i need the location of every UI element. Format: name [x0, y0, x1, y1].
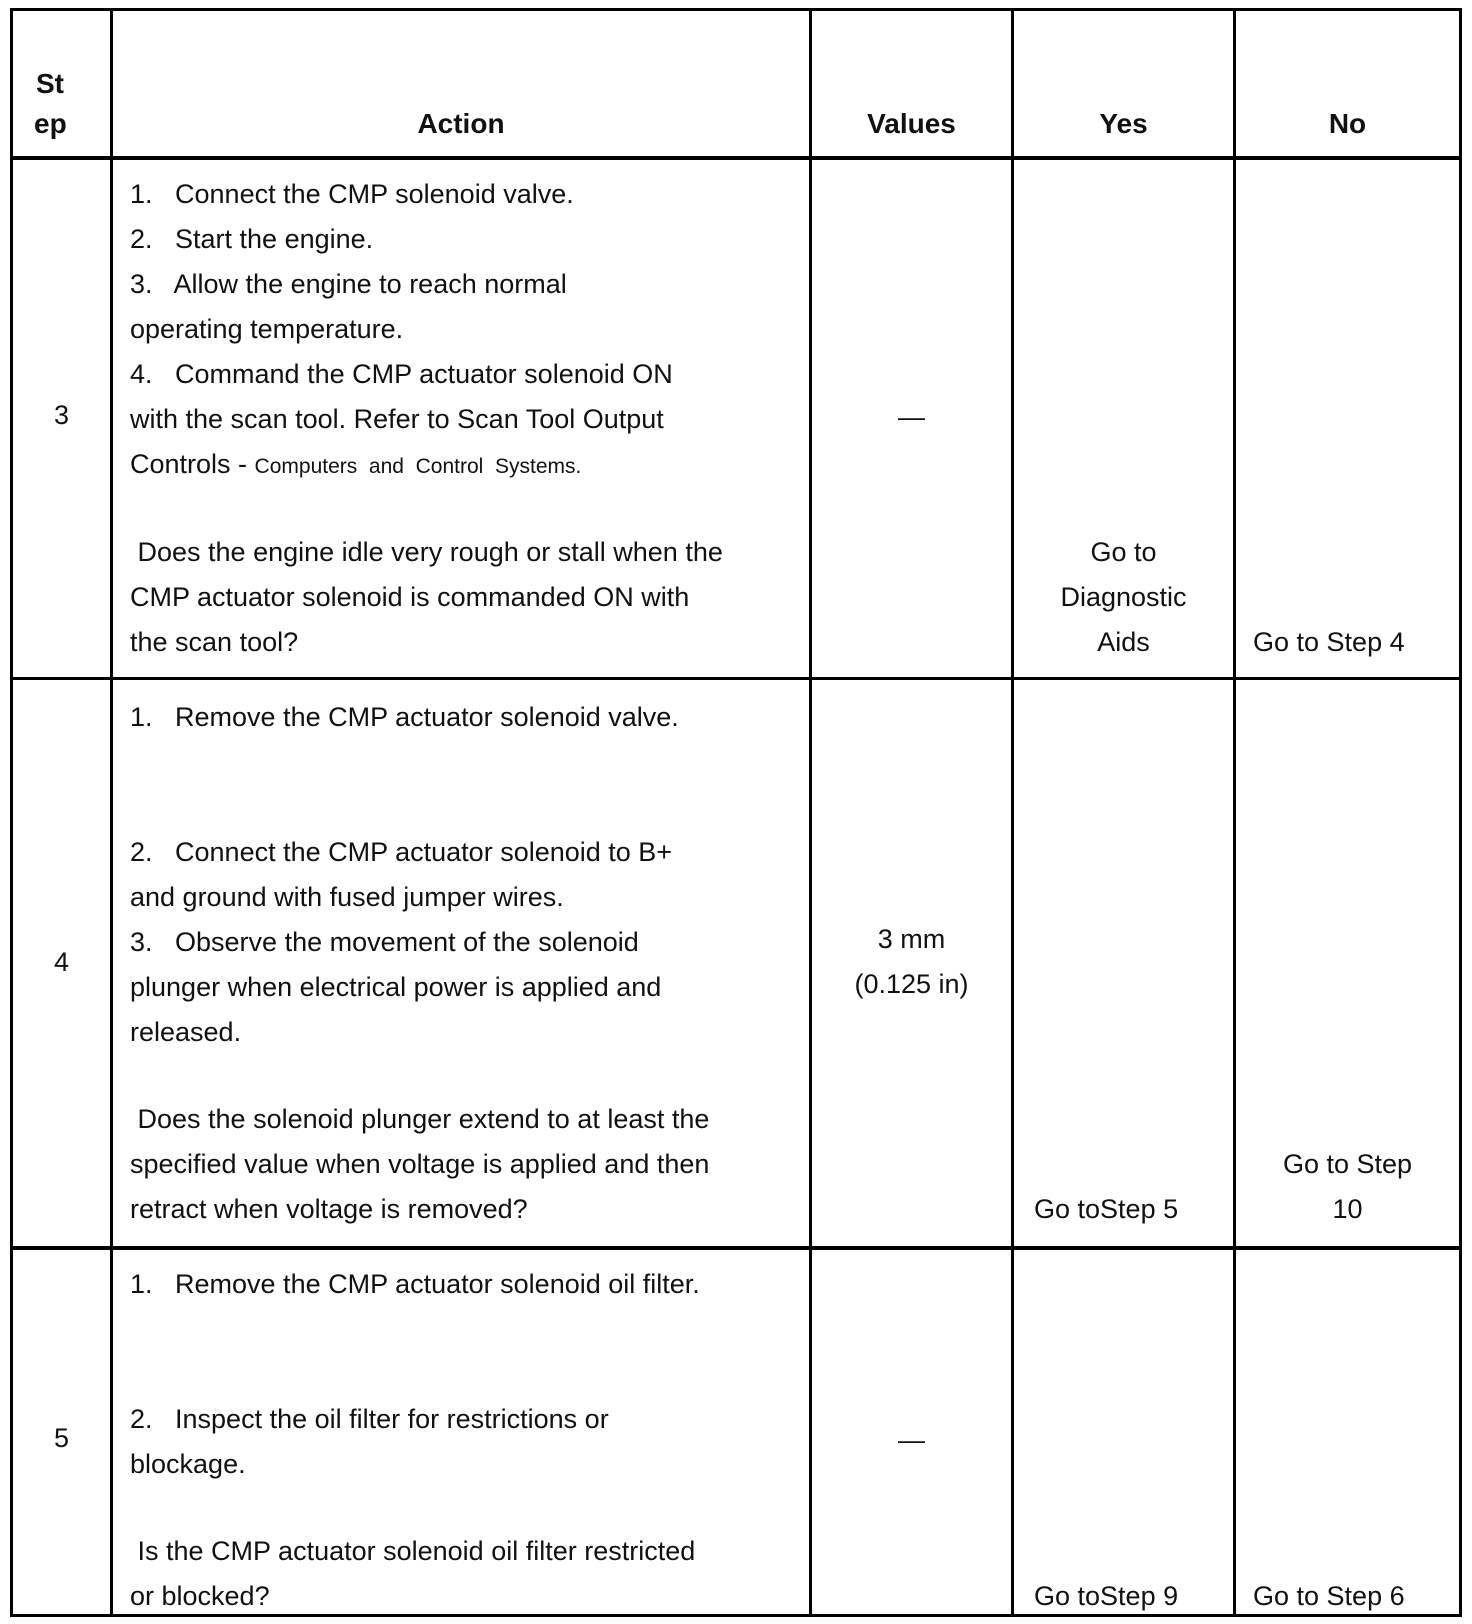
header-bottom-border — [10, 156, 1462, 160]
col-right-border — [1459, 8, 1462, 1617]
col-step-action-divider — [110, 8, 113, 1617]
header-action: Action — [417, 108, 505, 139]
controls-prefix: Controls - — [130, 449, 255, 479]
value-text: — — [898, 1425, 925, 1455]
row-3-bottom-border — [10, 677, 1462, 680]
action-line: 1. Remove the CMP actuator solenoid oil filter. — [130, 1269, 700, 1299]
yes-line: Go toStep 9 — [1034, 1581, 1179, 1611]
action-line: with the scan tool. Refer to Scan Tool Output — [130, 404, 664, 434]
col-left-border — [10, 8, 13, 1617]
header-step-line1: St — [36, 68, 64, 99]
table-top-border — [10, 8, 1462, 11]
action-line: plunger when electrical power is applied and — [130, 972, 662, 1002]
action-line — [130, 442, 581, 489]
question-line: retract when voltage is removed? — [130, 1194, 528, 1224]
question-line: CMP actuator solenoid is commanded ON with — [130, 582, 690, 612]
question-line: Does the solenoid plunger extend to at least the — [130, 1104, 710, 1134]
no-line: Go to Step 4 — [1253, 627, 1405, 657]
action-line: released. — [130, 1017, 242, 1047]
col-values-yes-divider — [1011, 8, 1014, 1617]
header-no: No — [1328, 108, 1367, 139]
step-number: 4 — [53, 947, 70, 977]
header-yes: Yes — [1099, 108, 1148, 139]
action-line: 4. Command the CMP actuator solenoid ON — [130, 359, 673, 389]
action-line: 2. Connect the CMP actuator solenoid to B+ — [130, 837, 673, 867]
step-number: 3 — [53, 400, 70, 430]
action-line: blockage. — [130, 1449, 246, 1479]
action-line: 3. Observe the movement of the solenoid — [130, 927, 639, 957]
no-line: Go to Step — [1282, 1149, 1413, 1179]
action-line: 2. Start the engine. — [130, 224, 374, 254]
col-action-values-divider — [809, 8, 812, 1617]
yes-line: Go toStep 5 — [1034, 1194, 1179, 1224]
action-line: and ground with fused jumper wires. — [130, 882, 564, 912]
action-line: 2. Inspect the oil filter for restrictions or — [130, 1404, 609, 1434]
row-4-bottom-border — [10, 1246, 1462, 1250]
col-yes-no-divider — [1233, 8, 1236, 1617]
action-line: operating temperature. — [130, 314, 404, 344]
yes-line: Diagnostic — [1060, 582, 1187, 612]
value-line: 3 mm — [877, 924, 946, 954]
header-step-line2: ep — [34, 108, 67, 139]
question-line: Is the CMP actuator solenoid oil filter restricted — [130, 1536, 696, 1566]
action-line: 1. Connect the CMP solenoid valve. — [130, 179, 574, 209]
action-line: 3. Allow the engine to reach normal — [130, 269, 567, 299]
value-line: (0.125 in) — [854, 969, 969, 999]
value-text: — — [898, 402, 925, 432]
step-number: 5 — [53, 1423, 70, 1453]
question-line: Does the engine idle very rough or stall when the — [130, 537, 723, 567]
no-line: Go to Step 6 — [1253, 1581, 1405, 1611]
controls-reference: Computers and Control Systems. — [254, 455, 582, 478]
question-line: specified value when voltage is applied and then — [130, 1149, 710, 1179]
question-line: the scan tool? — [130, 627, 299, 657]
header-values: Values — [867, 108, 956, 139]
yes-line: Aids — [1097, 627, 1150, 657]
yes-line: Go to — [1090, 537, 1157, 567]
action-line: 1. Remove the CMP actuator solenoid valve. — [130, 702, 679, 732]
no-line: 10 — [1332, 1194, 1363, 1224]
question-line: or blocked? — [130, 1581, 270, 1611]
